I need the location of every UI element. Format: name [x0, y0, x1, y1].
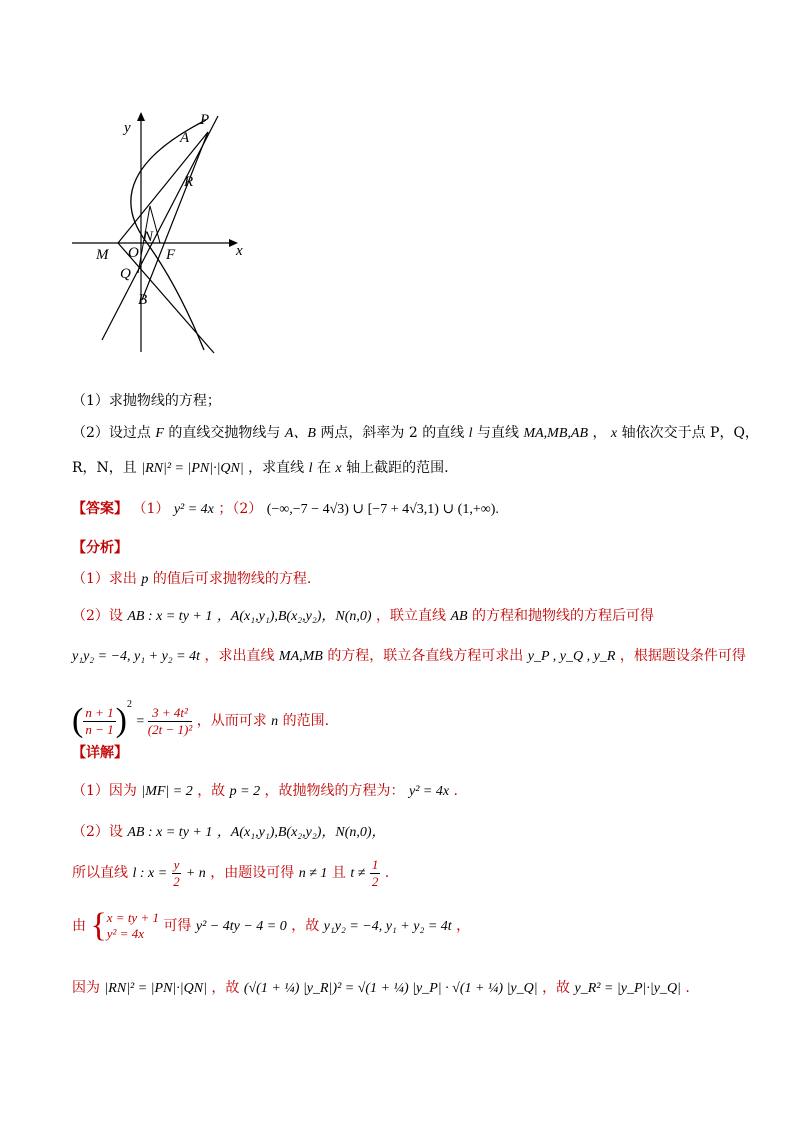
fraction-t — [148, 705, 192, 738]
analysis-l2-eq: AB : x = ty + 1 — [127, 609, 213, 624]
q2-text-a: （2）设过点 — [72, 425, 151, 441]
frac-half-den: 2 — [371, 873, 379, 889]
analysis-tag: 【分析】 — [72, 540, 128, 556]
q2-text-f: 轴依次交于点 P，Q， — [621, 425, 759, 441]
line-ma — [118, 132, 208, 243]
detail-l3-and: 且 — [331, 865, 346, 881]
q2-text-d: 与直线 — [477, 425, 520, 441]
question-1 — [72, 391, 221, 411]
detail-l4-d: ， — [456, 918, 471, 934]
q2-text-b: 的直线交抛物线与 — [168, 425, 281, 441]
analysis-tag-line — [72, 538, 128, 558]
detail-line-3 — [72, 853, 389, 894]
analysis-line-3 — [72, 646, 746, 667]
detail-l4-a: 由 — [72, 918, 86, 934]
geometry-diagram — [68, 108, 248, 358]
paren-close: ) — [115, 702, 127, 739]
detail-l3-c1: n ≠ 1 — [298, 866, 328, 881]
q2-text-c: 两点，斜率为 2 的直线 — [320, 425, 465, 441]
q2-l2-text-a: R，N，且 — [72, 460, 137, 476]
detail-l3-eq2: + n — [185, 866, 206, 881]
analysis-l2-a: （2）设 — [72, 608, 123, 624]
answer-eq-1: y² = 4x — [173, 502, 214, 517]
label-q: Q — [120, 266, 131, 282]
frac-n-num: n + 1 — [85, 704, 114, 720]
frac-n-den: n − 1 — [85, 721, 114, 737]
label-o: O — [128, 245, 139, 261]
label-y: y — [124, 120, 131, 136]
detail-l1-d: . — [453, 783, 458, 799]
fraction-n — [83, 705, 115, 738]
detail-l1-eq: |MF| = 2 — [141, 784, 193, 799]
detail-l5-b: ，故 — [211, 980, 240, 996]
detail-line-4 — [72, 906, 470, 947]
frac-y2-num: y — [173, 856, 180, 872]
analysis-l4-a: ，从而可求 — [196, 713, 267, 729]
q2-l2-text-c: 在 — [316, 460, 331, 476]
question-2-line-2 — [72, 458, 449, 479]
y-axis-arrow — [137, 112, 145, 121]
analysis-l1-p: p — [141, 572, 149, 587]
detail-l3-c2: t ≠ — [350, 866, 366, 881]
label-f: F — [166, 247, 176, 263]
analysis-l2-points: ，A(x₁,y₁),B(x₂,y₂)，N(n,0) — [216, 609, 372, 624]
q2-lines: MA,MB,AB — [523, 426, 588, 441]
fraction-half — [370, 857, 381, 890]
detail-l3-b: ，由题设可得 — [210, 865, 295, 881]
frac-half-num: 1 — [371, 856, 379, 872]
analysis-l4-b: 的范围. — [282, 713, 330, 729]
analysis-line-4: ( $\frac{n + 1}{n - 1}$ )$^2$ = $\frac{\text{3 + 4t²}}{\text{(2t − 1)²}}$ ，从而可求 n 的范围. — [72, 699, 330, 739]
question-1-text: （1）求抛物线的方程； — [72, 393, 221, 409]
parabola-figure — [68, 108, 248, 358]
answer-eq-2: (−∞,−7 − 4√3) ∪ [−7 + 4√3,1) ∪ (1,+∞). — [266, 502, 499, 517]
detail-l4-eq: y² − 4ty − 4 = 0 — [195, 919, 287, 934]
analysis-line-2 — [72, 606, 654, 627]
detail-l3-d: . — [384, 865, 390, 881]
frac-y2-den: 2 — [173, 873, 180, 889]
detail-l4-res: y₁y₂ = −4, y₁ + y₂ = 4t — [323, 919, 452, 934]
q2-l2-x: x — [335, 461, 342, 476]
frac-t-den: (2t − 1)² — [147, 721, 193, 737]
q2-text-e: ， — [592, 425, 607, 441]
analysis-l3-eq: y₁y₂ = −4, y₁ + y₂ = 4t — [72, 649, 201, 664]
question-2-line-1 — [72, 423, 759, 444]
equation-system — [107, 910, 159, 942]
analysis-l2-ab: AB — [450, 609, 468, 624]
detail-tag-line — [72, 743, 128, 763]
detail-l3-a: 所以直线 — [72, 865, 128, 881]
detail-l5-d: . — [685, 980, 690, 996]
analysis-l3-a: ，求出直线 — [204, 648, 275, 664]
detail-l5-lhs: (√(1 + ¼) |y_R|)² = √(1 + ¼) |y_P| · √(1 + ¼) |y_Q| — [243, 981, 538, 996]
system-eq-1: x = ty + 1 — [106, 910, 159, 925]
analysis-l1-b: 的值后可求抛物线的方程. — [152, 571, 312, 587]
detail-l5-res: y_R² = |y_P|·|y_Q| — [574, 981, 681, 996]
detail-l2-a: （2）设 — [72, 824, 123, 840]
detail-l1-p: p = 2 — [229, 784, 261, 799]
detail-l3-eq1: l : x = — [132, 866, 168, 881]
q2-x-axis: x — [610, 426, 618, 441]
detail-l5-c: ，故 — [542, 980, 571, 996]
detail-l5-cond: |RN|² = |PN|·|QN| — [104, 981, 207, 996]
label-r: R — [184, 174, 194, 190]
answer-tag: 【答案】 — [72, 501, 128, 517]
detail-l1-c: ，故抛物线的方程为： — [264, 783, 405, 799]
q2-focus: F — [155, 426, 164, 441]
detail-line-1 — [72, 781, 458, 802]
answer-line — [72, 499, 499, 520]
detail-l5-a: 因为 — [72, 980, 100, 996]
q2-l2-text-d: 轴上截距的范围. — [346, 460, 449, 476]
detail-l1-b: ，故 — [197, 783, 226, 799]
label-m: M — [96, 247, 109, 263]
analysis-l4-n: n — [271, 714, 279, 729]
detail-l1-a: （1）因为 — [72, 783, 137, 799]
q2-line-l: l — [468, 426, 473, 441]
analysis-l3-ys: y_P , y_Q , y_R — [527, 649, 616, 664]
detail-l1-res: y² = 4x — [409, 784, 450, 799]
detail-line-2 — [72, 822, 386, 843]
analysis-l2-b: ，联立直线 — [376, 608, 447, 624]
detail-line-5 — [72, 978, 690, 999]
analysis-l2-c: 的方程和抛物线的方程后可得 — [472, 608, 655, 624]
q2-l2-text-b: ，求直线 — [248, 460, 305, 476]
analysis-line-1 — [72, 569, 311, 590]
frac-t-num: 3 + 4t² — [148, 705, 192, 722]
analysis-l3-lines: MA,MB — [278, 649, 323, 664]
label-n: N — [143, 229, 154, 245]
q2-condition: |RN|² = |PN|·|QN| — [141, 461, 244, 476]
q2-l2-line-l: l — [308, 461, 313, 476]
fraction-y2 — [172, 857, 182, 890]
q2-points: A、B — [284, 426, 316, 441]
detail-l2-points: ，A(x₁,y₁),B(x₂,y₂)，N(n,0)， — [216, 825, 386, 840]
label-b: B — [138, 292, 148, 308]
detail-l4-b: 可得 — [163, 918, 192, 934]
analysis-l1-a: （1）求出 — [72, 571, 137, 587]
detail-tag: 【详解】 — [72, 745, 128, 761]
answer-part-1: （1） — [132, 501, 170, 517]
system-brace: { — [90, 907, 107, 944]
analysis-l3-b: 的方程，联立各直线方程可求出 — [327, 648, 524, 664]
answer-separator: ；（2） — [218, 501, 263, 517]
analysis-l3-c: ，根据题设条件可得 — [619, 648, 746, 664]
label-a: A — [180, 130, 190, 146]
detail-l2-eq: AB : x = ty + 1 — [127, 825, 213, 840]
label-x: x — [236, 243, 243, 259]
paren-open: ( — [72, 702, 84, 739]
system-eq-2: y² = 4x — [106, 926, 144, 941]
label-p: P — [200, 112, 210, 128]
detail-l4-c: ，故 — [291, 918, 320, 934]
